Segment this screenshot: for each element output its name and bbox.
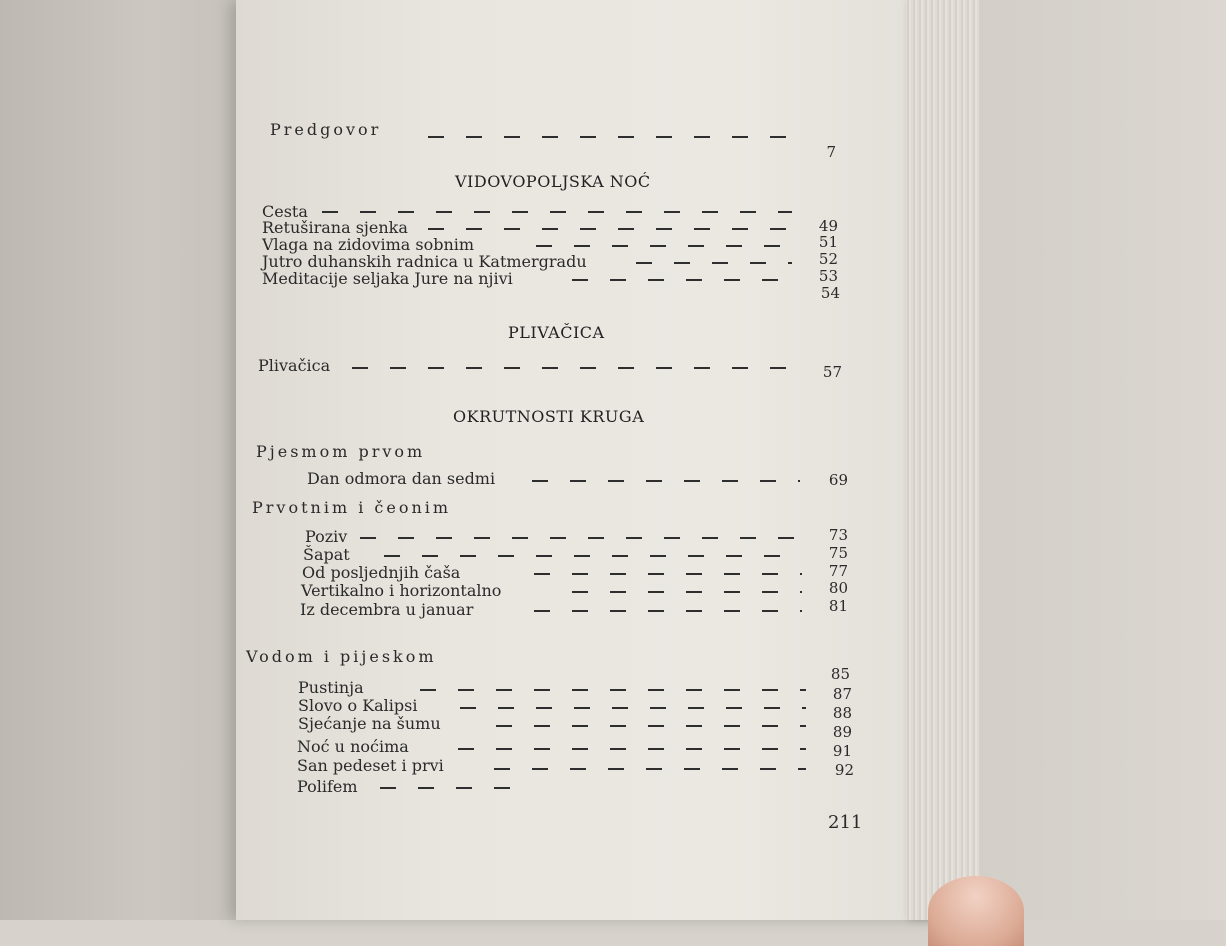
- toc-leader: [458, 748, 806, 750]
- toc-entry-page: 54: [820, 284, 840, 302]
- thumb: [928, 876, 1024, 946]
- toc-entry-page: 81: [828, 597, 848, 615]
- table-surface: [980, 0, 1226, 920]
- toc-leader: [322, 211, 792, 213]
- toc-entry-page: 69: [828, 471, 848, 489]
- toc-entry-page: 57: [822, 363, 842, 381]
- toc-leader: [384, 555, 802, 557]
- toc-entry-page: 85: [830, 665, 850, 683]
- toc-leader: [496, 725, 806, 727]
- toc-entry-title: Vertikalno i horizontalno: [301, 581, 502, 600]
- toc-entry-title: Od posljednjih čaša: [302, 563, 461, 582]
- toc-leader: [460, 707, 806, 709]
- toc-entry-page: 51: [818, 233, 838, 251]
- toc-entry-title: Polifem: [297, 777, 358, 796]
- toc-leader: [352, 367, 796, 369]
- toc-entry-title: Retuširana sjenka: [262, 218, 408, 237]
- toc-entry-title: Pustinja: [298, 678, 364, 697]
- toc-leader: [494, 768, 806, 770]
- toc-leader: [636, 262, 792, 264]
- toc-entry-title: Noć u noćima: [297, 737, 409, 756]
- toc-entry-page: 73: [828, 526, 848, 544]
- toc-entry-title: San pedeset i prvi: [297, 756, 444, 775]
- toc-entry-title: Jutro duhanskih radnica u Katmergradu: [262, 252, 587, 271]
- toc-group-title: Pjesmom prvom: [256, 442, 426, 461]
- toc-entry-page: 88: [832, 704, 852, 722]
- left-page: [0, 0, 250, 920]
- toc-entry-title: Šapat: [303, 545, 350, 564]
- toc-entry-page: 49: [818, 217, 838, 235]
- toc-entry-title: Meditacije seljaka Jure na njivi: [262, 269, 513, 288]
- page-number: 211: [828, 812, 863, 833]
- toc-entry-title: Plivačica: [258, 356, 331, 375]
- toc-entry-title: Predgovor: [270, 120, 382, 139]
- toc-entry-page: 89: [832, 723, 852, 741]
- toc-entry-page: 91: [832, 742, 852, 760]
- toc-leader: [536, 245, 792, 247]
- toc-leader: [420, 689, 806, 691]
- toc-leader: [572, 591, 802, 593]
- toc-group-title: Vodom i pijeskom: [246, 647, 437, 666]
- toc-entry-title: Cesta: [262, 202, 308, 221]
- toc-entry-title: Slovo o Kalipsi: [298, 696, 418, 715]
- toc-leader: [534, 610, 802, 612]
- toc-entry-page: 52: [818, 250, 838, 268]
- toc-entry-page: 87: [832, 685, 852, 703]
- toc-entry-page: 7: [826, 143, 836, 161]
- toc-entry-title: Poziv: [305, 527, 348, 546]
- toc-entry-title: Sjećanje na šumu: [298, 714, 441, 733]
- toc-leader: [572, 279, 792, 281]
- toc-entry-page: 77: [828, 562, 848, 580]
- toc-entry-title: Dan odmora dan sedmi: [307, 469, 496, 488]
- toc-leader: [428, 136, 788, 138]
- toc-entry-title: Vlaga na zidovima sobnim: [262, 235, 475, 254]
- toc-entry-page: 75: [828, 544, 848, 562]
- page-edges: [906, 0, 986, 920]
- toc-leader: [360, 537, 802, 539]
- section-heading: VIDOVOPOLJSKA NOĆ: [455, 172, 651, 191]
- toc-leader: [428, 228, 792, 230]
- toc-leader: [380, 787, 510, 789]
- toc-entry-title: Iz decembra u januar: [300, 600, 474, 619]
- toc-group-title: Prvotnim i čeonim: [252, 498, 452, 517]
- toc-entry-page: 53: [818, 267, 838, 285]
- toc-leader: [532, 480, 800, 482]
- toc-entry-page: 92: [834, 761, 854, 779]
- toc-leader: [534, 573, 802, 575]
- section-heading: OKRUTNOSTI KRUGA: [453, 407, 645, 426]
- section-heading: PLIVAČICA: [508, 323, 605, 342]
- toc-entry-page: 80: [828, 579, 848, 597]
